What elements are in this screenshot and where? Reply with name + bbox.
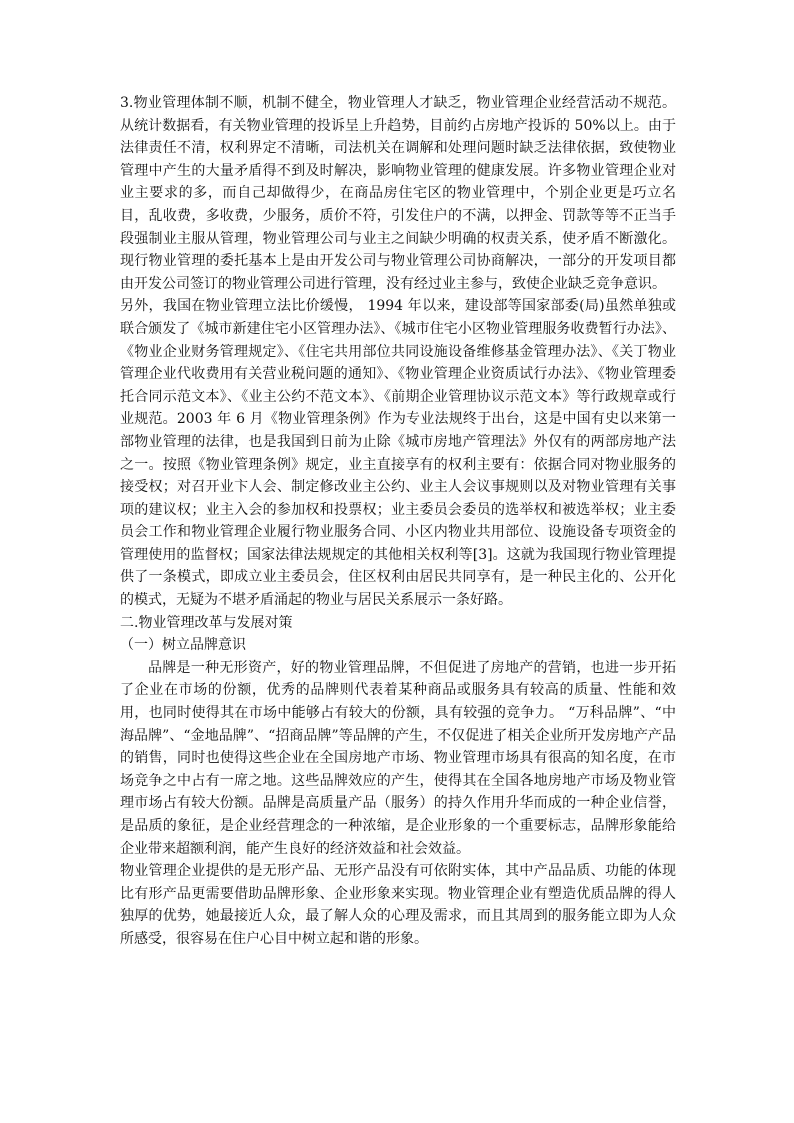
- paragraph-management-problems: 3.物业管理体制不顺，机制不健全，物业管理人才缺乏，物业管理企业经营活动不规范。从统计数据看，有关物业管理的投诉呈上升趋势，目前约占房地产投诉的 50%以上。由于法律责任不清，权利界定不清晰，司法机关在调解和处理问题时缺乏法律依据，致使物业管理中产生的大量矛盾得不到及时解决，影响物业管理的健康发展。许多物业管理企业对业主要求的多，而自己却做得少，在商品房住宅区的物业管理中，个别企业更是巧立名目，乱收费，多收费，少服务，质价不符，引发住户的不满，以押金、罚款等等不正当手段强制业主服从管理，物业管理公司与业主之间缺少明确的权责关系，使矛盾不断激化。现行物业管理的委托基本上是由开发公司与物业管理公司协商解决，一部分的开发项目都由开发公司签订的物业管理公司进行管理，没有经过业主参与，致使企业缺乏竞争意识。: [120, 95, 676, 292]
- paragraph-legislation: 另外，我国在物业管理立法比价缓慢， 1994 年以来，建设部等国家部委(局)虽然单独或联合颁发了《城市新建住宅小区管理办法》、《城市住宅小区物业管理服务收费暂行办法》、《物业企业财务管理规定》、《住宅共用部位共同设施设备维修基金管理办法》、《关丁物业管理企业代收费用有关营业税问题的通知》、《物业管理企业资质试行办法》、《物业管理委托合同示范文本》、《业主公约不范文本》、《前期企业管理协议示范文本》等行政规章或行业规范。2003 年 6 月《物业管理条例》作为专业法规终于出台，这是中国有史以来第一部物业管理的法律，也是我国到日前为止除《城市房地产管理法》外仅有的两部房地产法之一。按照《物业管理条例》规定，业主直接享有的权利主要有：依据合同对物业服务的接受权；对召开业卞人会、制定修改业主公约、业主人会议事规则以及对物业管理有关事项的建议权；业主入会的参加权和投票权；业主委员会委员的选举权和被选举权；业主委员会工作和物业管理企业履行物业服务合同、小区内物业共用部位、设施设备专项资金的管理使用的监督权；国家法律法规规定的其他相关权利等[3]。这就为我国现行物业管理提供了一条模式，即成立业主委员会，住区权利由居民共同享有，是一种民主化的、公开化的模式，无疑为不堪矛盾涌起的物业与居民关系展示一条好路。: [120, 298, 676, 609]
- subsection-heading: （一）树立品牌意识: [120, 637, 246, 654]
- section-heading: 二.物业管理改革与发展对策: [120, 614, 293, 631]
- paragraph-intangible-products: 物业管理企业提供的是无形产品、无形产品没有可依附实体，其中产品品质、功能的体现比有形产品更需要借助品牌形象、企业形象来实现。物业管理企业有塑造优质品牌的得人独厚的优势，她最接近人众，最了解人众的心理及需求，而且其周到的服务能立即为人众所感受，很容易在住户心目中树立起和谐的形象。: [120, 863, 676, 947]
- paragraph-brand: 品牌是一种无形资产，好的物业管理品牌，不但促进了房地产的营销，也进一步开拓了企业在市场的份额，优秀的品牌则代表着某种商品或服务具有较高的质量、性能和效用，也同时使得其在市场中能够占有较大的份额，具有较强的竞争力。 “万科品牌”、“中海品牌”、“金地品牌”、“招商品牌”等品牌的产生，不仅促进了相关企业所开发房地产产品的销售，同时也使得这些企业在全国房地产市场、物业管理市场具有很高的知名度，在市场竞争之中占有一席之地。这些品牌效应的产生，使得其在全国各地房地产市场及物业管理市场占有较大份额。品牌是高质量产品（服务）的持久作用升华而成的一种企业信誉，是品质的象征，是企业经营理念的一种浓缩，是企业形象的一个重要标志，品牌形象能给企业带来超额利润，能产生良好的经济效益和社会效益。: [120, 659, 676, 857]
- document-page: [120, 92, 676, 951]
